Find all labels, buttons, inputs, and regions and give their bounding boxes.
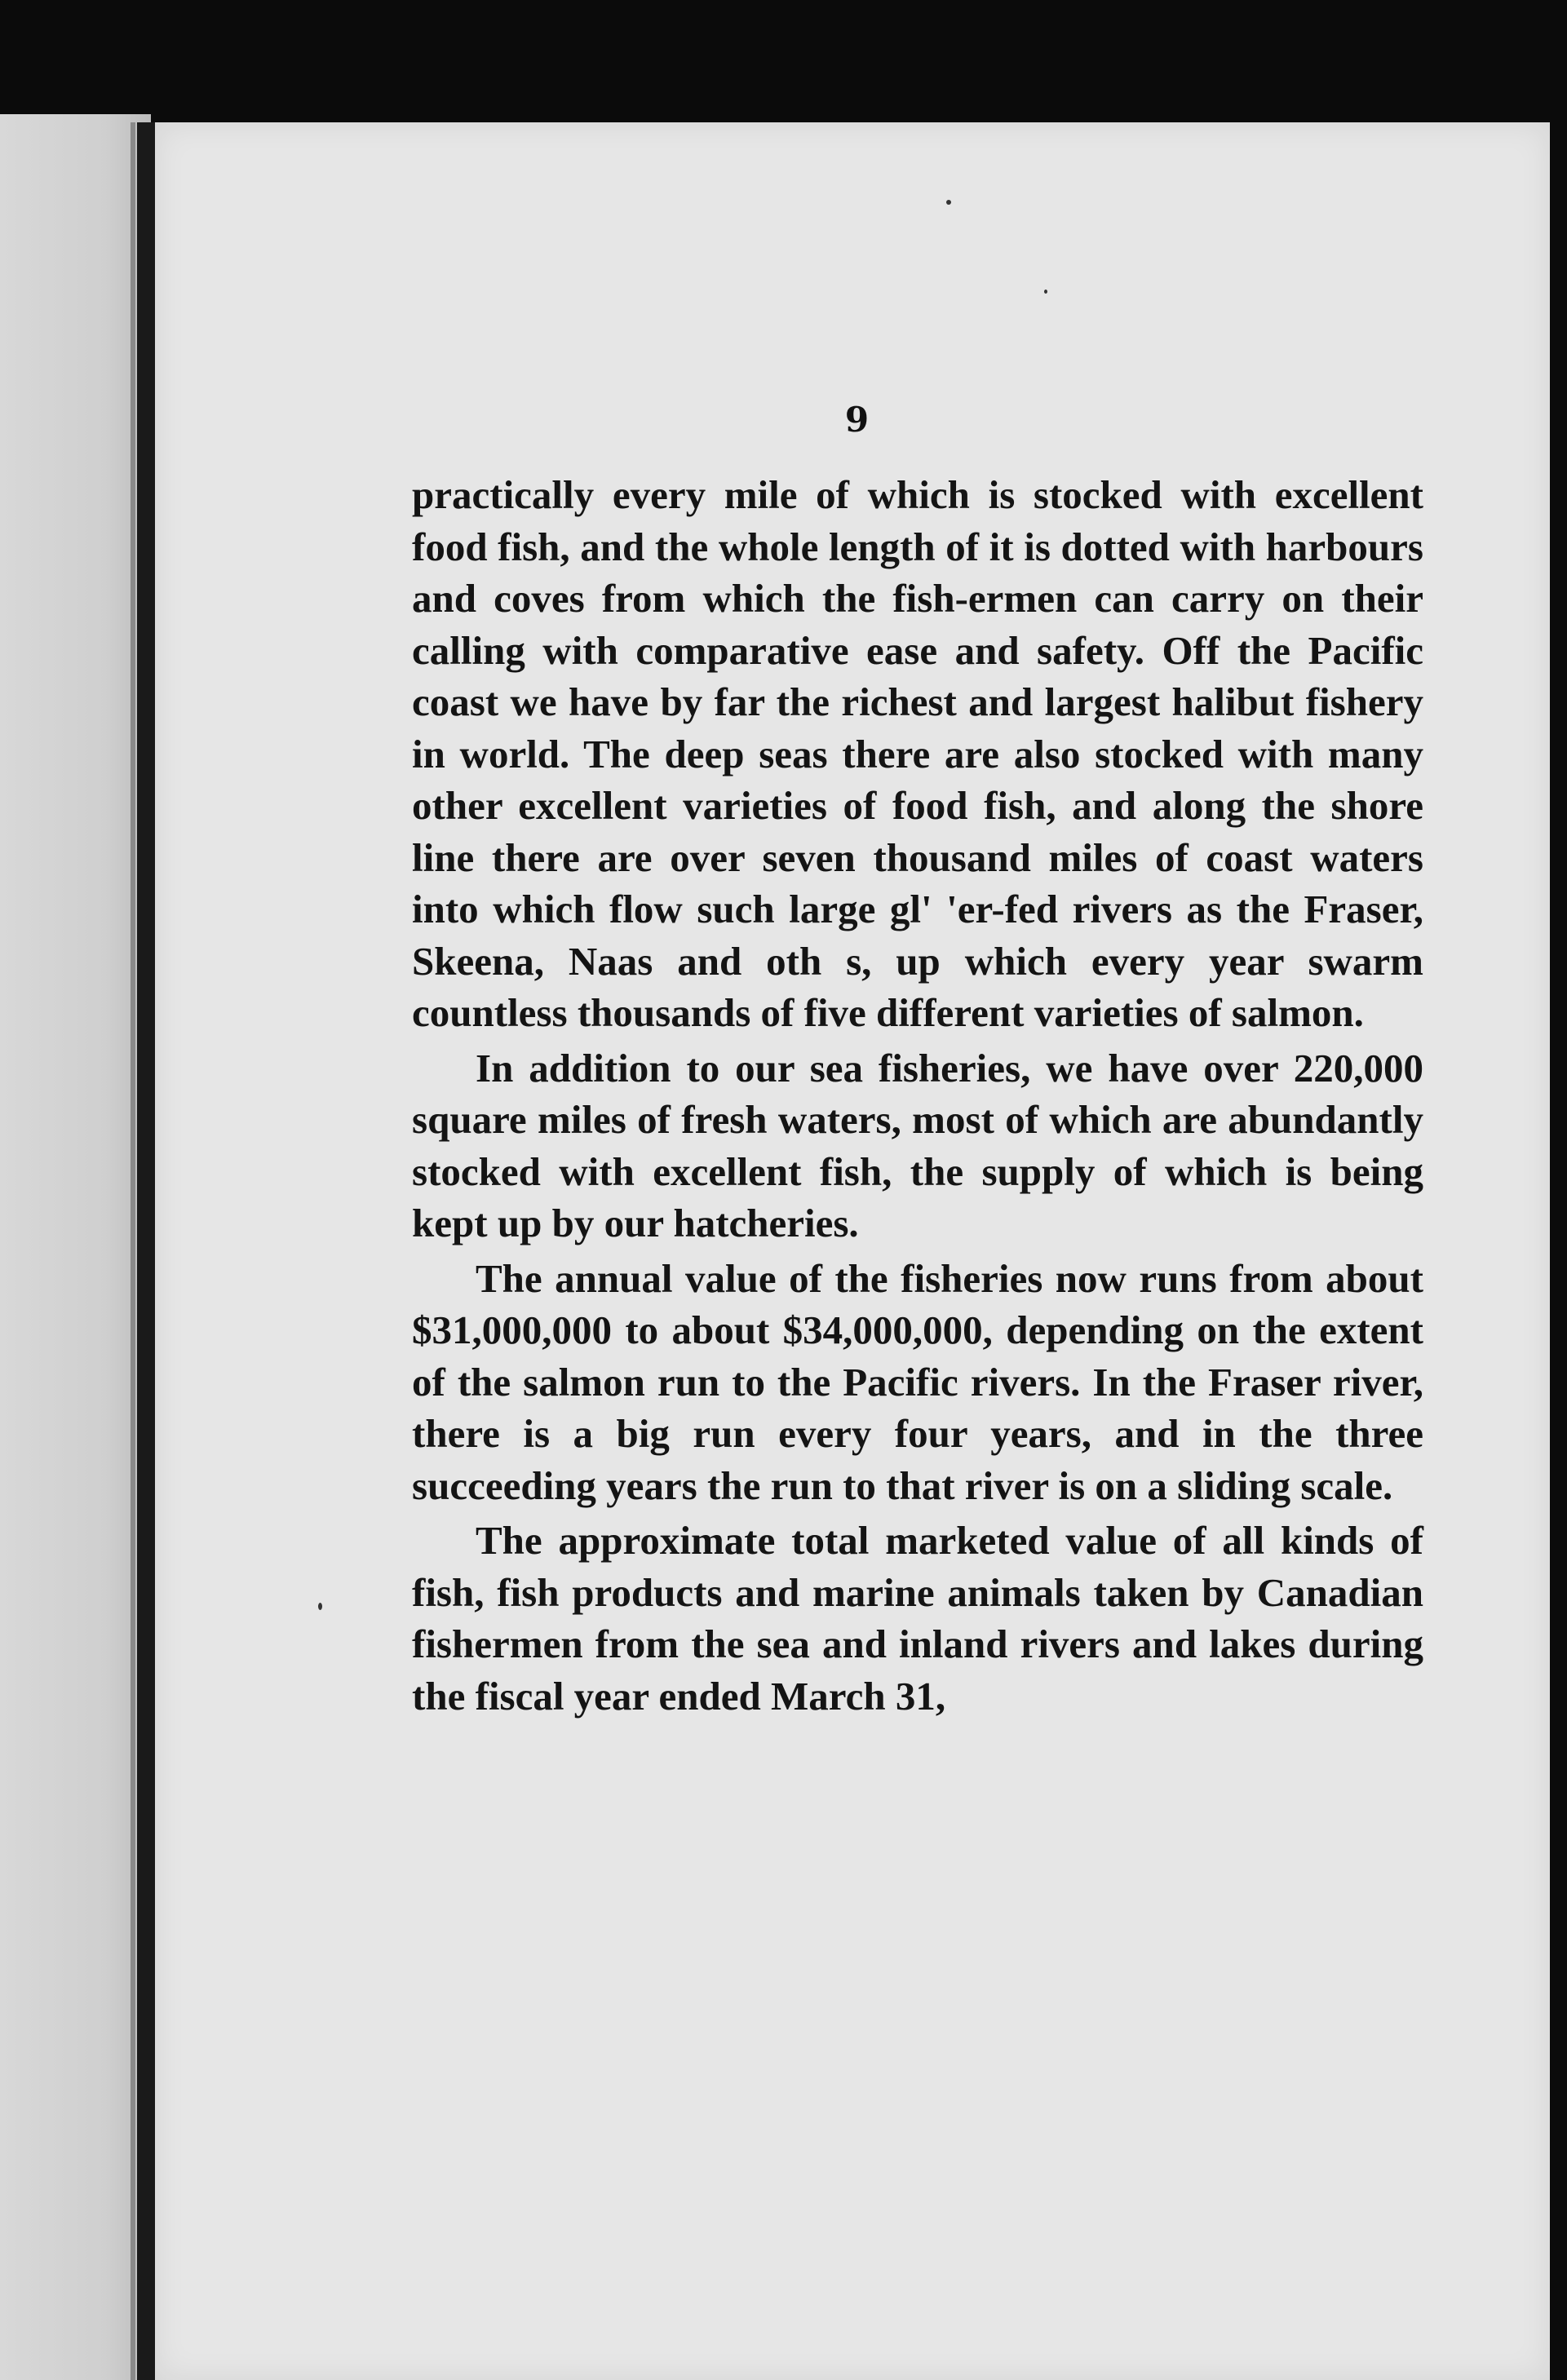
previous-page-strip [0,114,151,2380]
paragraph-3: The annual value of the fisheries now runs from about $31,000,000 to about $34,000,000, depending on the extent of the salmon run to the Pacific rivers. In the Fraser river, there is a big run every four years, and in the three succeeding years the run to that river is on a sliding scale. [412,1255,1423,1508]
page-number: 9 [844,400,870,440]
dust-speck [318,1603,322,1610]
dust-speck [1044,290,1047,294]
paragraph-1: practically every mile of which is stocked with excellent food fish, and the whole length of it is dotted with harbours and coves from which the fish-ermen can carry on their calling with comparative ease and safety. Off the Pacific coast we have by far the richest and largest halibut fishery in world. The deep seas there are also stocked with many other excellent varieties of food fish, and along the shore line there are over seven thousand miles of coast waters into which flow such large gl' 'er-fed rivers as the Fraser, Skeena, Naas and oth s, up which every year swarm countless thousands of five different varieties of salmon. [412,472,1423,1035]
binding-highlight [131,122,135,2380]
paragraph-4: The approximate total marketed value of all kinds of fish, fish products and marine animals taken by Canadian fishermen from the sea and inland rivers and lakes during the fiscal year ended March 31, [412,1518,1423,1719]
page-body-text [412,469,1423,1725]
dust-speck [946,200,951,205]
paragraph-2: In addition to our sea fisheries, we have over 220,000 square miles of fresh waters, most of which are abundantly stocked with excellent fish, the supply of which is being kept up by our hatcheries. [412,1045,1423,1245]
page-binding-edge [137,122,155,2380]
